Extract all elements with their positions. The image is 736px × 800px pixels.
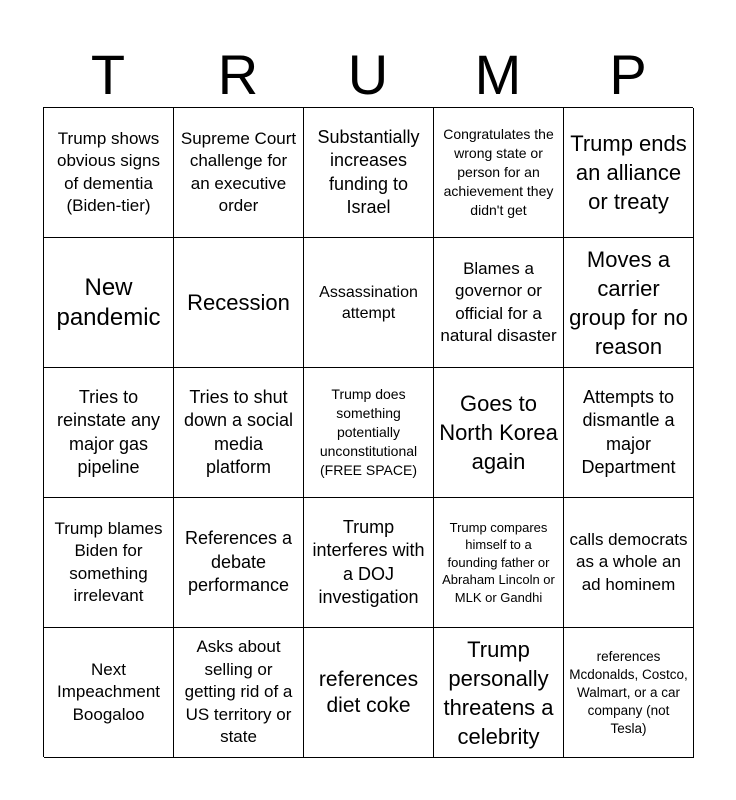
- cell-text: Trump compares himself to a founding father or Abraham Lincoln or MLK or Gandhi: [442, 519, 555, 605]
- header-letter-u: U: [347, 43, 389, 106]
- cell-text: Trump blames Biden for something irrelevant: [54, 518, 163, 605]
- bingo-board: [43, 107, 693, 757]
- bingo-cell-r5-c2[interactable]: [174, 628, 304, 758]
- cell-text: Trump personally threatens a celebrity: [443, 636, 554, 749]
- bingo-cell-r1-c2[interactable]: [174, 108, 304, 238]
- cell-text: references Mcdonalds, Costco, Walmart, or a car company (not Tesla): [569, 648, 688, 736]
- bingo-header: [43, 42, 693, 108]
- bingo-cell-r5-c4[interactable]: [434, 628, 564, 758]
- cell-text: Tries to reinstate any major gas pipeline: [56, 386, 161, 477]
- bingo-cell-r1-c4[interactable]: [434, 108, 564, 238]
- cell-text: Moves a carrier group for no reason: [569, 246, 688, 359]
- header-letter-r: R: [217, 43, 259, 106]
- bingo-cell-r3-c1[interactable]: [44, 368, 174, 498]
- cell-text: Substantially increases funding to Israel: [317, 126, 420, 217]
- bingo-cell-r2-c3[interactable]: [304, 238, 434, 368]
- cell-text: calls democrats as a whole an ad hominem: [569, 529, 688, 594]
- cell-text: references diet coke: [318, 667, 419, 717]
- bingo-cell-r3-c2[interactable]: [174, 368, 304, 498]
- bingo-cell-r1-c3[interactable]: [304, 108, 434, 238]
- bingo-cell-r3-c4[interactable]: [434, 368, 564, 498]
- cell-text: Attempts to dismantle a major Department: [581, 386, 676, 477]
- header-letter-p: P: [609, 43, 647, 106]
- header-letter-m: M: [474, 43, 522, 106]
- bingo-cell-r4-c3[interactable]: [304, 498, 434, 628]
- bingo-cell-r4-c2[interactable]: [174, 498, 304, 628]
- bingo-cell-r2-c5[interactable]: [564, 238, 694, 368]
- cell-text: Tries to shut down a social media platform: [183, 386, 294, 477]
- bingo-cell-r1-c5[interactable]: [564, 108, 694, 238]
- cell-text: Trump ends an alliance or treaty: [570, 131, 687, 214]
- bingo-cell-r1-c1[interactable]: [44, 108, 174, 238]
- cell-text: Assassination attempt: [319, 283, 418, 322]
- bingo-cell-r4-c4[interactable]: [434, 498, 564, 628]
- bingo-cell-r5-c1[interactable]: [44, 628, 174, 758]
- bingo-cell-r3-c5[interactable]: [564, 368, 694, 498]
- cell-text: New pandemic: [56, 274, 161, 331]
- cell-text: Next Impeachment Boogaloo: [57, 659, 160, 724]
- bingo-cell-r2-c2[interactable]: [174, 238, 304, 368]
- cell-text: References a debate performance: [184, 528, 293, 596]
- cell-text: Trump interferes with a DOJ investigation: [312, 516, 425, 607]
- cell-text: Trump shows obvious signs of dementia (Biden-tier): [56, 128, 160, 215]
- cell-text: Supreme Court challenge for an executive order: [180, 128, 297, 215]
- bingo-cell-free-space[interactable]: [304, 368, 434, 498]
- bingo-cell-r4-c1[interactable]: [44, 498, 174, 628]
- cell-text: Blames a governor or official for a natural disaster: [440, 258, 557, 345]
- bingo-cell-r5-c3[interactable]: [304, 628, 434, 758]
- cell-text: Congratulates the wrong state or person for an achievement they didn't get: [443, 126, 554, 218]
- bingo-cell-r2-c4[interactable]: [434, 238, 564, 368]
- bingo-cell-r5-c5[interactable]: [564, 628, 694, 758]
- bingo-cell-r4-c5[interactable]: [564, 498, 694, 628]
- cell-text: Goes to North Korea again: [439, 391, 558, 474]
- header-letter-t: T: [90, 43, 126, 106]
- cell-text: Trump does something potentially unconstitutional (FREE SPACE): [319, 386, 418, 478]
- cell-text: Asks about selling or getting rid of a US territory or state: [184, 637, 293, 747]
- bingo-cell-r2-c1[interactable]: [44, 238, 174, 368]
- cell-text: Recession: [187, 290, 290, 315]
